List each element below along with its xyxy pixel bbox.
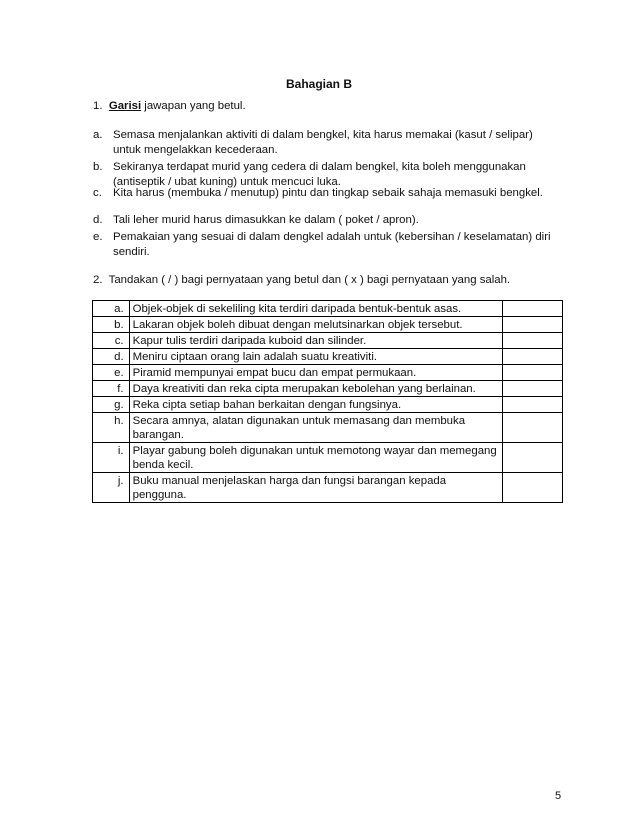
question-2-number: 2. [93, 274, 103, 286]
answer-cell[interactable] [502, 365, 562, 381]
table-row: i. Playar gabung boleh digunakan untuk memotong wayar dan memegang benda kecil. [93, 443, 563, 473]
answer-cell[interactable] [502, 333, 562, 349]
answer-cell[interactable] [502, 413, 562, 443]
question-1 [93, 100, 246, 112]
table-row: g. Reka cipta setiap bahan berkaitan dengan fungsinya. [93, 397, 563, 413]
answer-cell[interactable] [502, 397, 562, 413]
question-2-text: Tandakan ( / ) bagi pernyataan yang betul dan ( x ) bagi pernyataan yang salah. [108, 274, 511, 286]
answer-cell[interactable] [502, 301, 562, 317]
question-1-text: jawapan yang betul. [141, 100, 246, 112]
table-row: j. Buku manual menjelaskan harga dan fungsi barangan kepada pengguna. [93, 473, 563, 503]
question-1-number: 1. [93, 100, 103, 112]
table-row: c. Kapur tulis terdiri daripada kuboid dan silinder. [93, 333, 563, 349]
table-row: d. Meniru ciptaan orang lain adalah suatu kreativiti. [93, 349, 563, 365]
q1-item-c: c. Kita harus (membuka / menutup) pintu dan tingkap sebaik sahaja memasuki bengkel. [93, 187, 543, 199]
question-1-keyword: Garisi [108, 100, 142, 112]
table-row: a. Objek-objek di sekeliling kita terdiri daripada bentuk-bentuk asas. [93, 301, 563, 317]
table-row: b. Lakaran objek boleh dibuat dengan melutsinarkan objek tersebut. [93, 317, 563, 333]
answer-cell[interactable] [502, 473, 562, 503]
table-row: e. Piramid mempunyai empat bucu dan empat permukaan. [93, 365, 563, 381]
answer-cell[interactable] [502, 381, 562, 397]
q1-item-b: b. Sekiranya terdapat murid yang cedera di dalam bengkel, kita boleh menggunakan (antiseptik / ubat kuning) untuk mencuci luka. [93, 161, 526, 188]
table-row: h. Secara amnya, alatan digunakan untuk memasang dan membuka barangan. [93, 413, 563, 443]
table-row: f. Daya kreativiti dan reka cipta merupakan kebolehan yang berlainan. [93, 381, 563, 397]
answer-cell[interactable] [502, 317, 562, 333]
q1-item-e: e. Pemakaian yang sesuai di dalam dengkel adalah untuk (kebersihan / keselamatan) diri sendiri. [93, 231, 551, 258]
answer-table [92, 300, 563, 503]
page-number: 5 [555, 790, 562, 802]
q1-item-a: a. Semasa menjalankan aktiviti di dalam bengkel, kita harus memakai (kasut / selipar) untuk mengelakkan kecederaan. [93, 129, 533, 156]
q1-item-d: d. Tali leher murid harus dimasukkan ke dalam ( poket / apron). [93, 214, 419, 226]
answer-cell[interactable] [502, 443, 562, 473]
answer-cell[interactable] [502, 349, 562, 365]
question-2 [93, 274, 510, 286]
section-title: Bahagian B [285, 77, 352, 91]
